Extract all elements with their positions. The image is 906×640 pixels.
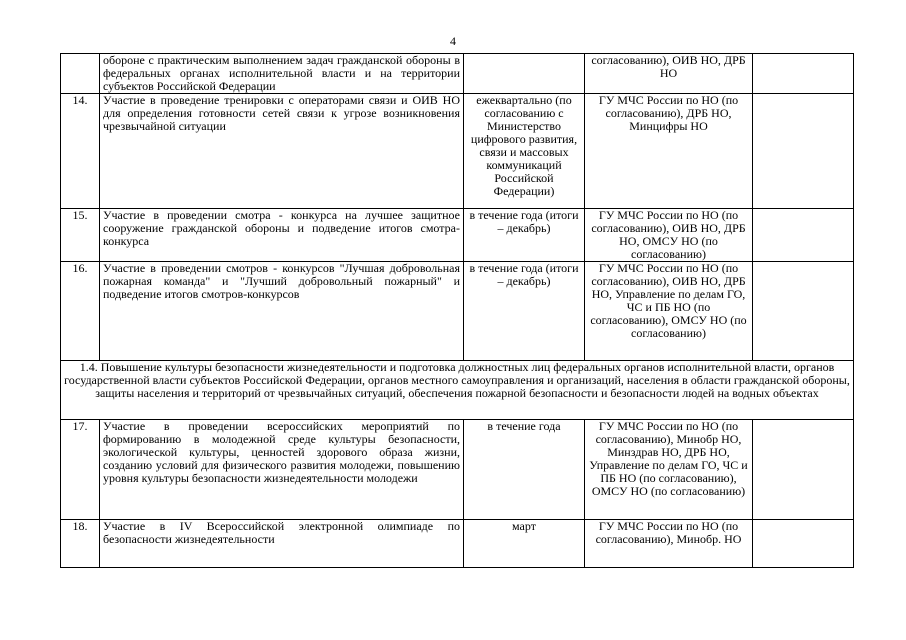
note-cell <box>753 420 854 520</box>
table-row <box>61 94 854 209</box>
event-cell: Участие в проведение тренировки с операторами связи и ОИВ НО для определения готовности сетей связи к угрозе возникновения чрезвычайной ситуации <box>100 94 464 209</box>
executor-cell: ГУ МЧС России по НО (по согласованию), ДРБ НО, Минцифры НО <box>585 94 753 209</box>
executor-cell: ГУ МЧС России по НО (по согласованию), ОИВ НО, ДРБ НО, ОМСУ НО (по согласованию) <box>585 209 753 262</box>
term-cell: март <box>464 520 585 568</box>
term-cell: ежеквартально (по согласованию с Министерство цифрового развития, связи и массовых коммуникаций Российской Федерации) <box>464 94 585 209</box>
note-cell <box>753 54 854 94</box>
row-number: 14. <box>61 94 100 209</box>
note-cell <box>753 94 854 209</box>
note-cell <box>753 520 854 568</box>
table-row <box>61 520 854 568</box>
table-row <box>61 420 854 520</box>
term-cell: в течение года <box>464 420 585 520</box>
term-cell: в течение года (итоги – декабрь) <box>464 262 585 361</box>
section-header-row <box>61 361 854 420</box>
note-cell <box>753 209 854 262</box>
row-number <box>61 54 100 94</box>
events-table <box>60 53 854 568</box>
event-cell: Участие в IV Всероссийской электронной олимпиаде по безопасности жизнедеятельности <box>100 520 464 568</box>
row-number: 17. <box>61 420 100 520</box>
note-cell <box>753 262 854 361</box>
executor-cell: ГУ МЧС России по НО (по согласованию), Минобр НО, Минздрав НО, ДРБ НО, Управление по делам ГО, ЧС и ПБ НО (по согласованию), ОМСУ НО (по согласованию) <box>585 420 753 520</box>
executor-cell: ГУ МЧС России по НО (по согласованию), Минобр. НО <box>585 520 753 568</box>
row-number: 18. <box>61 520 100 568</box>
event-cell: Участие в проведении всероссийских мероприятий по формированию в молодежной среде культуры безопасности, экологической культуры, ценностей здорового образа жизни, созданию условий для физического развития молодежи, повышению уровня культуры безопасности жизнедеятельности молодежи <box>100 420 464 520</box>
term-cell <box>464 54 585 94</box>
section-heading: 1.4. Повышение культуры безопасности жизнедеятельности и подготовка должностных лиц федеральных органов исполнительной власти, органов государственной власти субъектов Российской Федерации, органов местного самоуправления и организаций, населения в области гражданской обороны, защиты населения и территорий от чрезвычайных ситуаций, обеспечения пожарной безопасности и безопасности людей на водных объектах <box>61 361 854 420</box>
page-number: 4 <box>450 34 456 48</box>
event-cell: обороне с практическим выполнением задач гражданской обороны в федеральных органах исполнительной власти и на территории субъектов Российской Федерации <box>100 54 464 94</box>
event-cell: Участие в проведении смотра - конкурса на лучшее защитное сооружение гражданской обороны и подведение итогов смотра-конкурса <box>100 209 464 262</box>
executor-cell: ГУ МЧС России по НО (по согласованию), ОИВ НО, ДРБ НО, Управление по делам ГО, ЧС и ПБ НО (по согласованию), ОМСУ НО (по согласованию) <box>585 262 753 361</box>
table-row <box>61 262 854 361</box>
term-cell: в течение года (итоги – декабрь) <box>464 209 585 262</box>
executor-cell: согласованию), ОИВ НО, ДРБ НО <box>585 54 753 94</box>
table-row <box>61 54 854 94</box>
row-number: 15. <box>61 209 100 262</box>
table-row <box>61 209 854 262</box>
event-cell: Участие в проведении смотров - конкурсов "Лучшая добровольная пожарная команда" и "Лучший добровольный пожарный" и подведение итогов смотров-конкурсов <box>100 262 464 361</box>
row-number: 16. <box>61 262 100 361</box>
